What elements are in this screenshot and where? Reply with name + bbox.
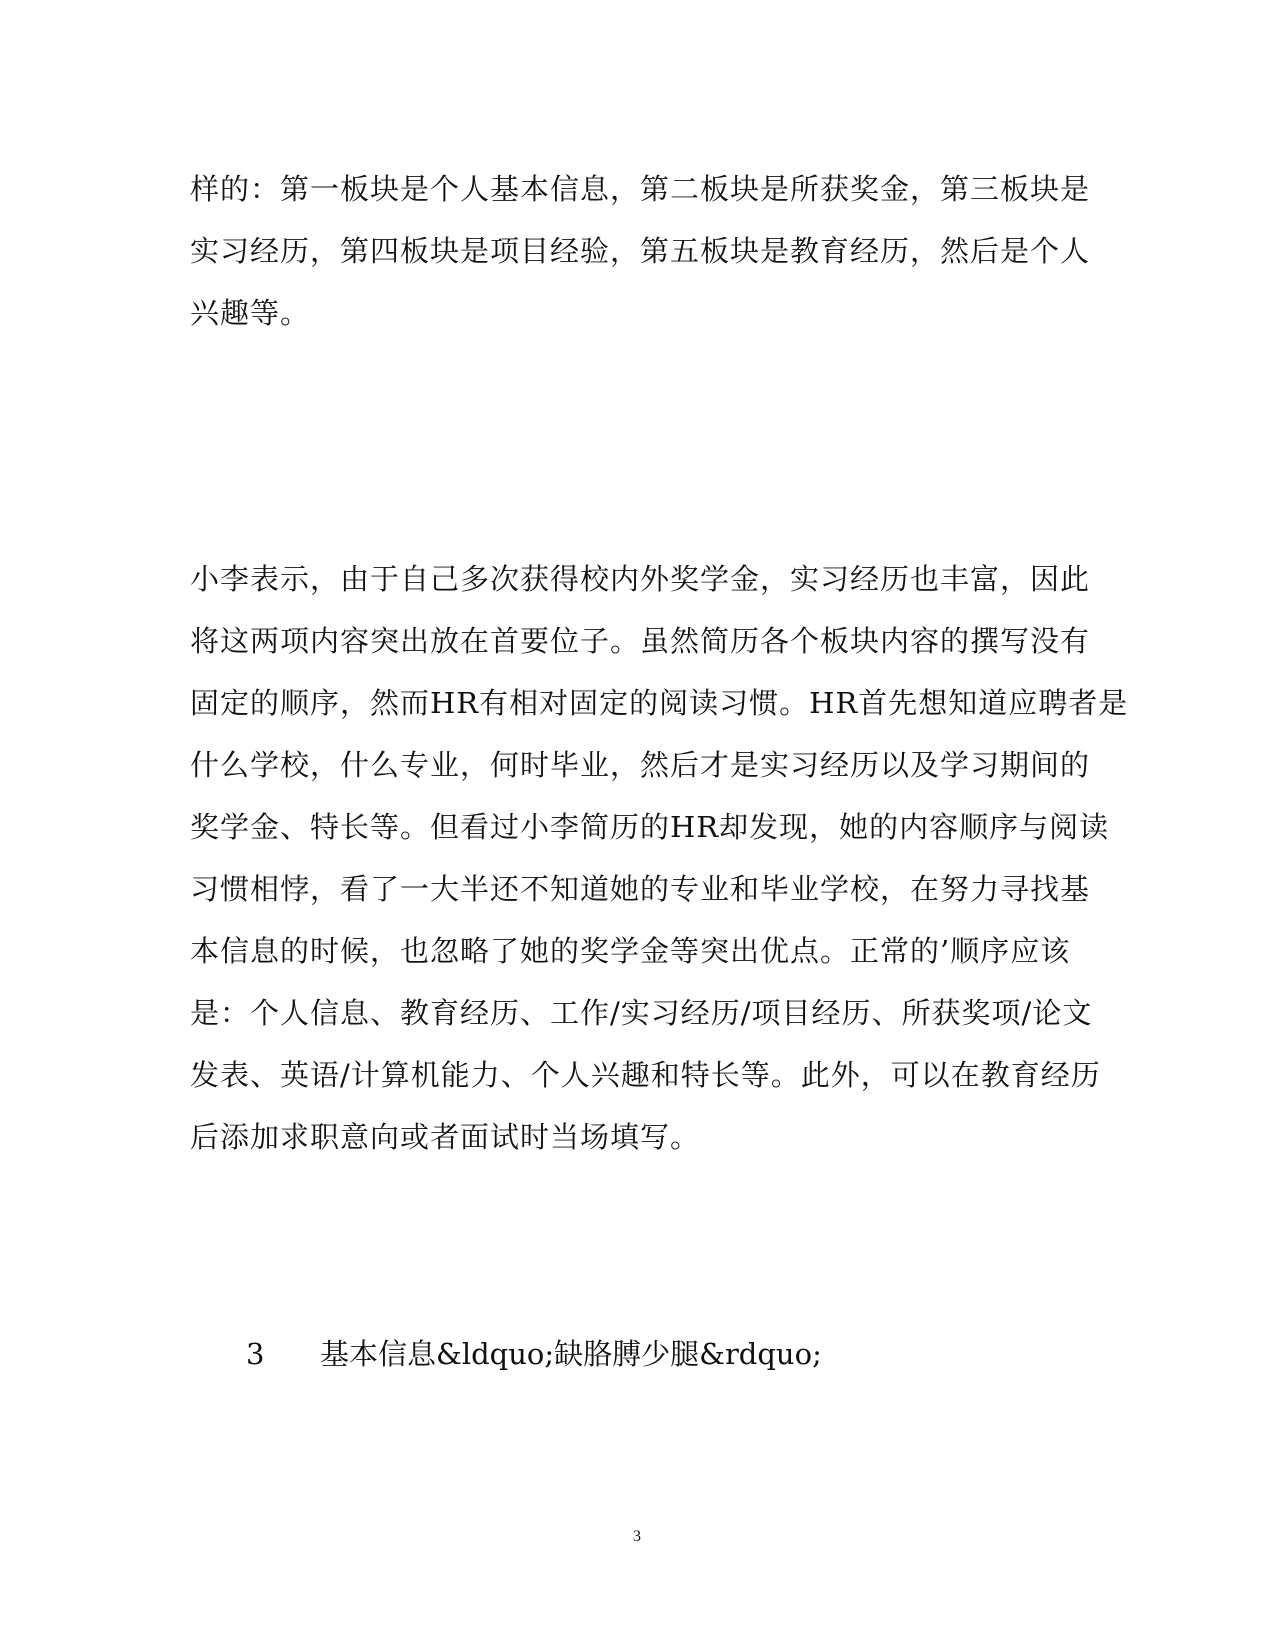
- paragraph-line: 将这两项内容突出放在首要位子。虽然简历各个板块内容的撰写没有: [190, 624, 1091, 658]
- paragraph-line: 实习经历，第四板块是项目经验，第五板块是教育经历，然后是个人: [190, 234, 1091, 268]
- section-title: 基本信息&ldquo;缺胳膊少腿&rdquo;: [320, 1337, 822, 1371]
- page-number: 3: [633, 1528, 641, 1545]
- paragraph-2: [190, 548, 1129, 1168]
- paragraph-line: 固定的顺序，然而HR有相对固定的阅读习惯。HR首先想知道应聘者是: [190, 686, 1129, 720]
- paragraph-line: 小李表示，由于自己多次获得校内外奖学金，实习经历也丰富，因此: [190, 562, 1091, 596]
- paragraph-line: 习惯相悖，看了一大半还不知道她的专业和毕业学校，在努力寻找基: [190, 872, 1091, 906]
- paragraph-line: 样的：第一板块是个人基本信息，第二板块是所获奖金，第三板块是: [190, 172, 1091, 206]
- paragraph-1: [190, 158, 1090, 344]
- paragraph-line: 本信息的时候，也忽略了她的奖学金等突出优点。正常的’顺序应该: [190, 934, 1071, 968]
- section-number: 3: [246, 1337, 265, 1371]
- paragraph-line: 是：个人信息、教育经历、工作/实习经历/项目经历、所获奖项/论文: [190, 996, 1093, 1030]
- paragraph-line: 后添加求职意向或者面试时当场填写。: [190, 1120, 701, 1154]
- paragraph-line: 兴趣等。: [190, 296, 311, 330]
- paragraph-line: 什么学校，什么专业，何时毕业，然后才是实习经历以及学习期间的: [190, 748, 1091, 782]
- paragraph-line: 发表、英语/计算机能力、个人兴趣和特长等。此外，可以在教育经历: [190, 1058, 1101, 1092]
- paragraph-line: 奖学金、特长等。但看过小李简历的HR却发现，她的内容顺序与阅读: [190, 810, 1110, 844]
- section-heading: [246, 1323, 822, 1385]
